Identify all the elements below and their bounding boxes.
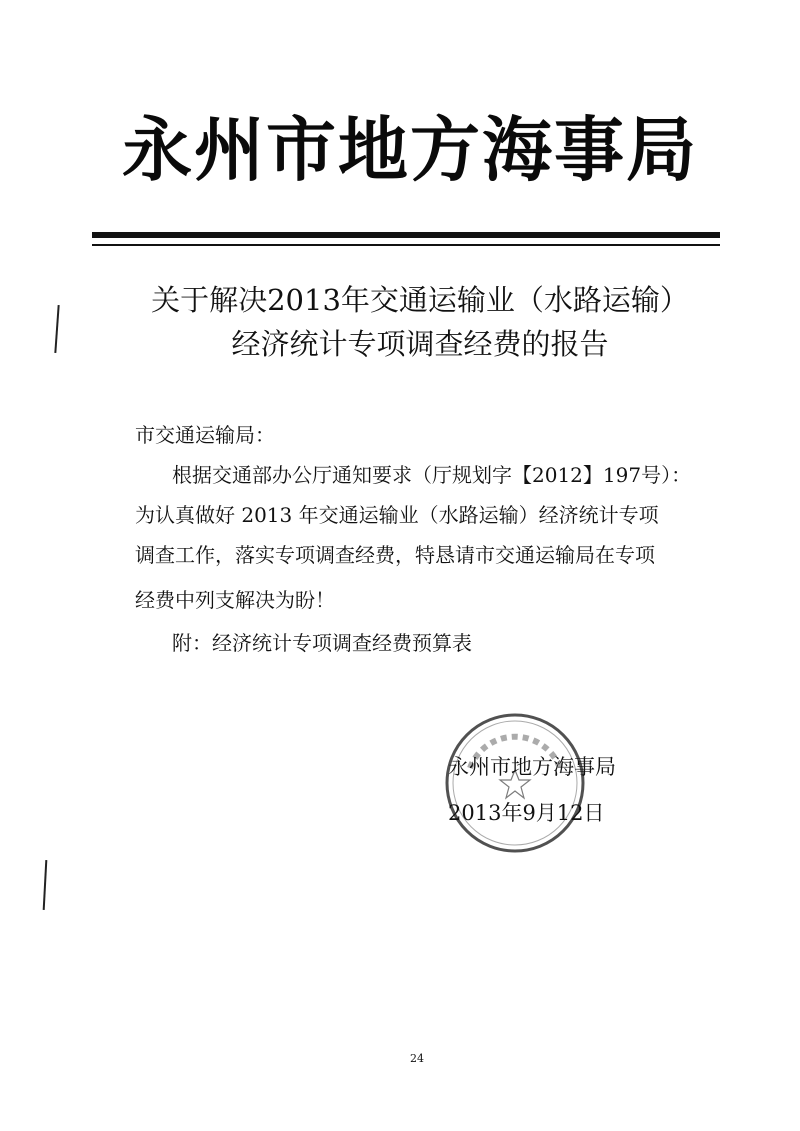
- letterhead-title: 永州市地方海事局: [122, 108, 698, 191]
- report-title: [110, 278, 730, 366]
- scan-margin-mark: [43, 860, 48, 910]
- signature-date: 2013年9月12日: [448, 801, 605, 825]
- body-paragraph-line-3: 调查工作，落实专项调查经费，特恳请市交通运输局在专项: [135, 543, 655, 567]
- page-number: 24: [410, 1052, 424, 1065]
- body-paragraph-line-2: 为认真做好 2013 年交通运输业（水路运输）经济统计专项: [135, 503, 659, 527]
- scan-margin-mark: [54, 305, 59, 353]
- official-seal: [440, 708, 590, 858]
- body-paragraph-line-4: 经费中列支解决为盼！: [135, 588, 335, 612]
- report-title-line-2: 经济统计专项调查经费的报告: [231, 327, 609, 361]
- letterhead-rule-thick: [92, 232, 720, 238]
- attachment-note: 附：经济统计专项调查经费预算表: [172, 631, 472, 655]
- body-paragraph-line-1: 根据交通部办公厅通知要求（厅规划字【2012】197号）：: [172, 463, 692, 487]
- addressee: 市交通运输局：: [135, 423, 275, 447]
- letterhead-rule-thin: [92, 244, 720, 246]
- signature-org: 永州市地方海事局: [448, 755, 616, 779]
- report-title-line-1: 关于解决2013年交通运输业（水路运输）: [151, 283, 689, 317]
